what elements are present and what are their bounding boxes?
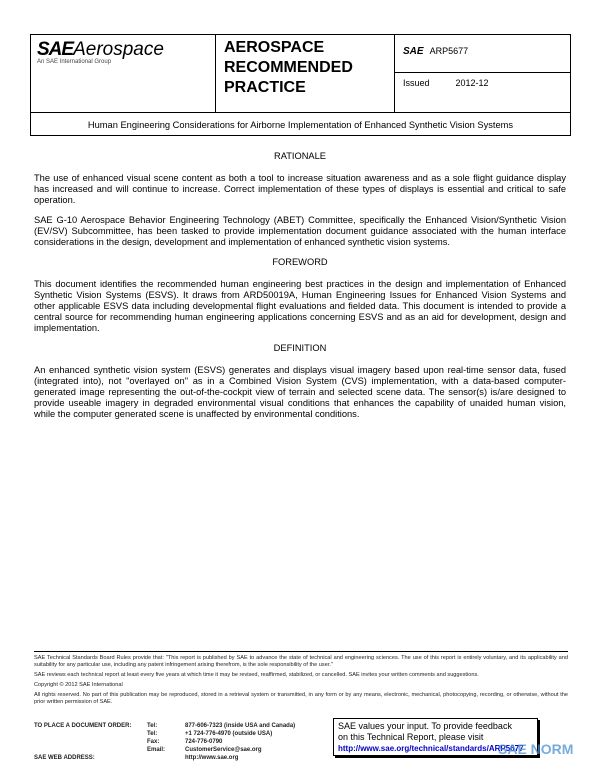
feedback-text: SAE values your input. To provide feedback xyxy=(338,721,512,731)
footer-paragraph: SAE reviews each technical report at least every five years at which time it may be revised, reaffirmed, stabilized, or cancelled. SAE invites your written comments and suggestions. xyxy=(34,672,479,678)
paragraph: The use of enhanced visual scene content as both a tool to increase situation awareness and as a sole flight guidance display has increased and will continue to increase. Correct implementation of these types of displays is essential and critical to safe operation. xyxy=(34,173,566,205)
contact-value: 724-776-0790 xyxy=(185,739,223,745)
footer-paragraph: All rights reserved. No part of this publication may be reproduced, stored in a retrieval system or transmitted, in any form or by any means, electronic, mechanical, photocopying, recording, or otherwise, without the prior written permission of SAE. xyxy=(34,692,568,705)
contact-value: 877-606-7323 (inside USA and Canada) xyxy=(185,723,296,729)
contact-key: Email: xyxy=(147,747,166,753)
paragraph: SAE G-10 Aerospace Behavior Engineering Technology (ABET) Committee, specifically the Enhanced Vision/Synthetic Vision (EV/SV) Subcommittee, has been tasked to provide implementation document guidance associated with the human interface considerations in the design, development and implementation of enhanced synthetic vision systems. xyxy=(34,215,566,247)
section-heading: FOREWORD xyxy=(272,257,328,267)
logo-brand: SAE xyxy=(37,39,74,60)
footer-notice xyxy=(34,651,568,709)
document-title: Human Engineering Considerations for Airborne Implementation of Enhanced Synthetic Vision Systems xyxy=(31,112,570,137)
watermark-logo: SAE NORM xyxy=(498,741,574,757)
document-type xyxy=(216,35,395,112)
paragraph: This document identifies the recommended human engineering best practices in the design and implementation of Enhanced Synthetic Vision Systems (ESVS). It draws from ARD50019A, Human Engineering Issues for Enhanced Vision Systems and other applicable ESVS data including developmental flight evaluations and fielded data. This document is intended to provide a central source for recommending human engineering applications concerning ESVS and as an aid for development, design and implementation. xyxy=(34,279,566,333)
copyright: Copyright © 2012 SAE International xyxy=(34,682,123,688)
section-heading: RATIONALE xyxy=(273,151,326,161)
web-address-link[interactable]: http://www.sae.org xyxy=(185,755,239,761)
doc-type-line: RECOMMENDED xyxy=(224,59,353,76)
issued-date: 2012-12 xyxy=(455,78,489,88)
header-box xyxy=(30,34,571,136)
contact-key: Fax: xyxy=(147,739,160,745)
section-heading: DEFINITION xyxy=(273,343,327,353)
order-label: TO PLACE A DOCUMENT ORDER: xyxy=(34,723,132,729)
contact-value[interactable]: CustomerService@sae.org xyxy=(185,747,262,753)
issued-label: Issued xyxy=(403,78,430,88)
doc-type-line: PRACTICE xyxy=(224,79,306,96)
document-body xyxy=(34,151,566,429)
document-meta xyxy=(395,35,570,112)
contact-key: Tel: xyxy=(147,723,158,729)
web-label: SAE WEB ADDRESS: xyxy=(34,755,95,761)
footer-paragraph: SAE Technical Standards Board Rules provide that: "This report is published by SAE to advance the state of technical and engineering sciences. The use of this report is entirely voluntary, and its applicability and suitability for any particular use, including any patent infringement arising therefrom, is the sole responsibility of the user." xyxy=(34,655,568,668)
feedback-text: on this Technical Report, please visit xyxy=(338,732,484,742)
contact-key: Tel: xyxy=(147,731,158,737)
contact-value: +1 724-776-4970 (outside USA) xyxy=(185,731,273,737)
document-number: ARP5677 xyxy=(429,46,469,56)
paragraph: An enhanced synthetic vision system (ESVS) generates and displays visual imagery based upon real-time sensor data, fused (integrated into), not "overlayed on" as in a Combined Vision System (CVS) implementation, with a data-based computer-generated image representing the out-of-the-cockpit view of terrain and selected scene data. The sensor(s) is/are designed to provide useable imagery in degraded environmental visual conditions that enhances the capability of unaided human vision, while the computer generated scene is unaffected by environmental conditions. xyxy=(34,365,566,419)
doc-type-line: AEROSPACE xyxy=(224,39,325,56)
logo-name: Aerospace xyxy=(73,39,164,60)
logo-subtitle: An SAE International Group xyxy=(37,59,112,65)
feedback-link[interactable]: http://www.sae.org/technical/standards/ARP5677 xyxy=(338,744,524,753)
sae-aerospace-logo xyxy=(31,35,216,112)
sae-mark: SAE xyxy=(403,46,424,57)
